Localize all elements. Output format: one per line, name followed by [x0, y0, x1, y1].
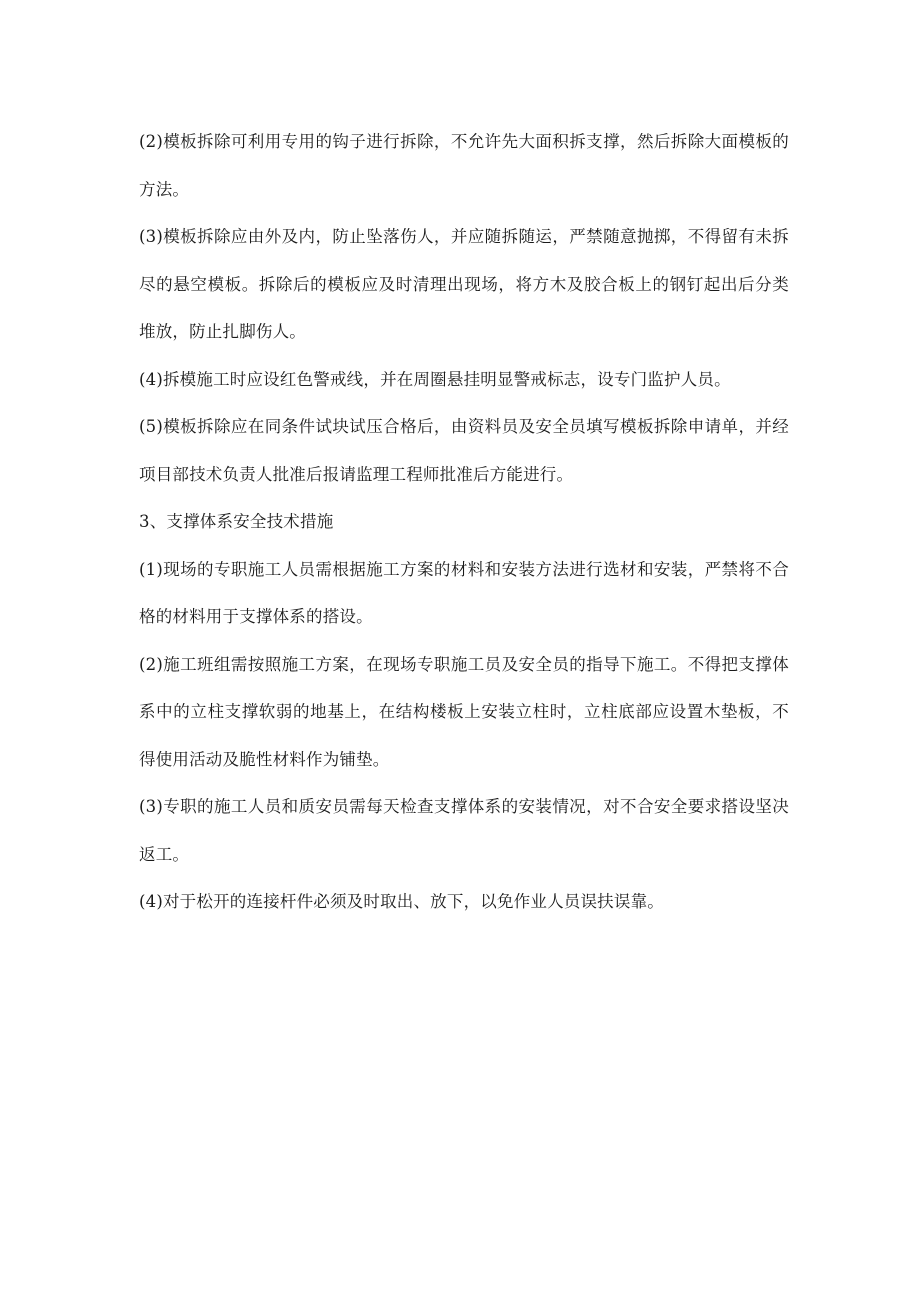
paragraph-3-daily-inspection: (3)专职的施工人员和质安员需每天检查支撑体系的安装情况，对不合安全要求搭设坚决返工。	[139, 797, 789, 864]
document-body	[139, 118, 789, 926]
paragraph-3-removal-order: (3)模板拆除应由外及内，防止坠落伤人，并应随拆随运，严禁随意抛掷，不得留有未拆尽的悬空模板。拆除后的模板应及时清理出现场，将方木及胶合板上的钢钉起出后分类堆放，防止扎脚伤人。	[139, 227, 789, 341]
paragraph-1-material-selection: (1)现场的专职施工人员需根据施工方案的材料和安装方法进行选材和安装，严禁将不合格的材料用于支撑体系的搭设。	[139, 559, 789, 626]
paragraph-4-warning-line: (4)拆模施工时应设红色警戒线，并在周圈悬挂明显警戒标志，设专门监护人员。	[139, 369, 731, 389]
section-heading-support-system: 3、支撑体系安全技术措施	[139, 512, 334, 531]
paragraph-4-loose-members: (4)对于松开的连接杆件必须及时取出、放下，以免作业人员误扶误靠。	[139, 892, 664, 911]
paragraph-5-removal-approval: (5)模板拆除应在同条件试块试压合格后，由资料员及安全员填写模板拆除申请单，并经项目部技术负责人批准后报请监理工程师批准后方能进行。	[139, 417, 789, 484]
paragraph-2-template-removal-hook: (2)模板拆除可利用专用的钩子进行拆除，不允许先大面积拆支撑，然后拆除大面模板的方法。	[139, 132, 789, 199]
paragraph-2-construction-guidance: (2)施工班组需按照施工方案，在现场专职施工员及安全员的指导下施工。不得把支撑体系中的立柱支撑软弱的地基上，在结构楼板上安装立柱时，立柱底部应设置木垫板，不得使用活动及脆性材料作为铺垫。	[139, 654, 789, 769]
